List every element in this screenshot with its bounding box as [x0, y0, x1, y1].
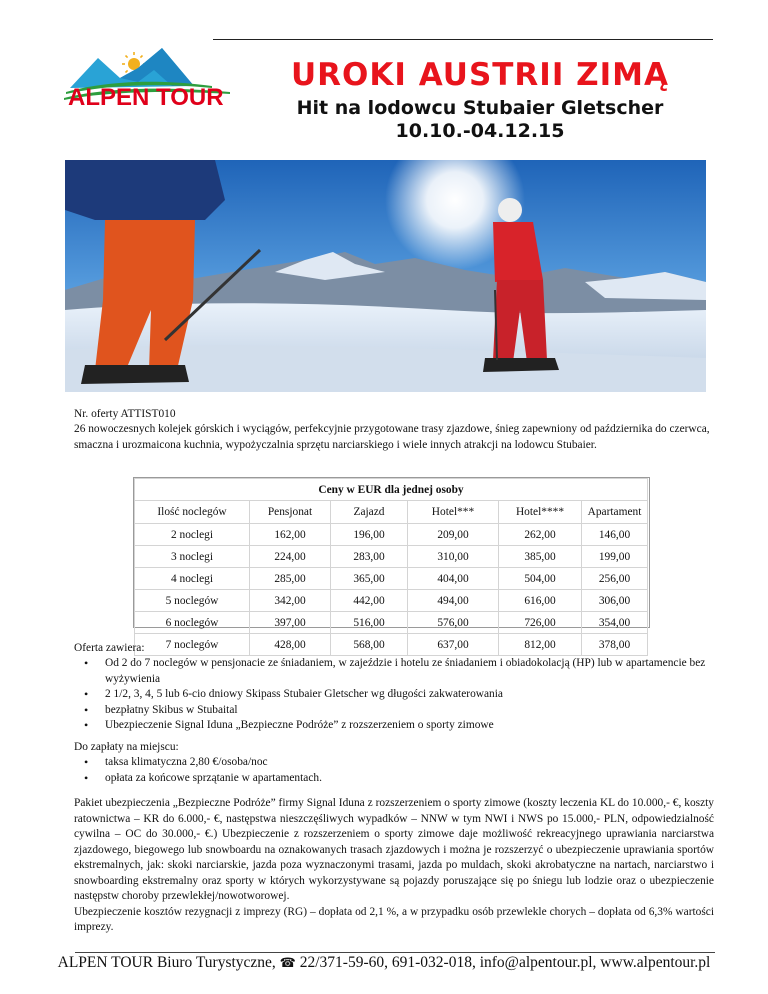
page-title: UROKI AUSTRII ZIMĄ: [290, 57, 669, 93]
insurance-paragraph: Ubezpieczenie kosztów rezygnacji z imprezy (RG) – dopłata od 2,1 %, a w przypadku osób przewlekle chorych – dopłata od 6,3% wartości imprezy.: [74, 905, 714, 933]
table-cell: 6 noclegów: [135, 612, 250, 634]
table-cell: 5 noclegów: [135, 590, 250, 612]
offer-number: Nr. oferty ATTIST010: [74, 408, 176, 420]
table-row: [135, 524, 648, 546]
table-cell: 146,00: [582, 524, 648, 546]
table-cell: 568,00: [331, 634, 408, 656]
includes-list: [81, 656, 721, 734]
skiers-photo: [65, 160, 706, 392]
table-row: [135, 546, 648, 568]
table-header-cell: Hotel***: [408, 501, 499, 524]
table-row: [135, 612, 648, 634]
price-table-caption: Ceny w EUR dla jednej osoby: [135, 479, 648, 501]
table-cell: 224,00: [250, 546, 331, 568]
footer-company: ALPEN TOUR Biuro Turystyczne,: [57, 954, 276, 971]
list-item: • Ubezpieczenie Signal Iduna „Bezpieczne Podróże” z rozszerzeniem o sporty zimowe: [81, 718, 721, 734]
footer-rule: [75, 952, 715, 953]
table-cell: 404,00: [408, 568, 499, 590]
table-cell: 2 noclegi: [135, 524, 250, 546]
table-cell: 3 noclegi: [135, 546, 250, 568]
table-header-cell: Apartament: [582, 501, 648, 524]
offer-dates: 10.10.-04.12.15: [395, 120, 565, 142]
table-cell: 306,00: [582, 590, 648, 612]
includes-title: Oferta zawiera:: [74, 642, 145, 654]
list-item: • Od 2 do 7 noclegów w pensjonacie ze śniadaniem, w zajeździe i hotelu ze śniadaniem i obiadokolacją (HP) lub w apartamencie bez wyżywienia: [81, 656, 721, 687]
table-header-row: [135, 501, 648, 524]
table-cell: 262,00: [499, 524, 582, 546]
table-cell: 7 noclegów: [135, 634, 250, 656]
table-cell: 162,00: [250, 524, 331, 546]
table-header-cell: Zajazd: [331, 501, 408, 524]
table-cell: 283,00: [331, 546, 408, 568]
table-cell: 637,00: [408, 634, 499, 656]
table-header-cell: Ilość noclegów: [135, 501, 250, 524]
price-table: [134, 478, 648, 656]
table-cell: 365,00: [331, 568, 408, 590]
table-cell: 310,00: [408, 546, 499, 568]
table-row: [135, 634, 648, 656]
payment-list: [81, 755, 681, 786]
table-cell: 256,00: [582, 568, 648, 590]
insurance-paragraph: Pakiet ubezpieczenia „Bezpieczne Podróże” firmy Signal Iduna z rozszerzeniem o sporty zimowe (koszty leczenia KL do 10.000,- €, koszty ratownictwa – KR do 6.000,- €, następstwa nieszczęśliwych wypadków – NNW w tym NWI i NWS po 15.000,- PLN, odpowiedzialność cywilna – OC do 30.000,- €.) Ubezpieczenie z rozszerzeniem o sporty zimowe daje możliwość rekreacyjnego uprawiania narciarstwa zjazdowego, biegowego lub snowboardu na oznakowanych trasach zjazdowych i można je rozszerzyć o ubezpieczenie uprawiania sportów ekstremalnych, jak: skoki narciarskie, jazda poza wyznaczonymi trasami, jazda po muldach, skoki akrobatyczne na nartach, narciarstwo i snowboarding ekstremalny oraz sporty w których wykorzystywane są pojazdy poruszające się po śniegu lub lodzie oraz o ubezpieczenie następstw choroby przewlekłej/nowotworowej.: [74, 797, 714, 902]
footer: [0, 954, 768, 972]
table-cell: 385,00: [499, 546, 582, 568]
table-cell: 342,00: [250, 590, 331, 612]
table-header-cell: Hotel****: [499, 501, 582, 524]
list-item: • bezpłatny Skibus w Stubaital: [81, 703, 721, 719]
table-cell: 494,00: [408, 590, 499, 612]
table-cell: 196,00: [331, 524, 408, 546]
table-cell: 576,00: [408, 612, 499, 634]
table-cell: 516,00: [331, 612, 408, 634]
table-cell: 812,00: [499, 634, 582, 656]
table-cell: 378,00: [582, 634, 648, 656]
table-cell: 726,00: [499, 612, 582, 634]
offer-description: 26 nowoczesnych kolejek górskich i wyciągów, perfekcyjnie przygotowane trasy zjazdowe, śnieg zapewniony od października do czerwca, smaczna i urozmaicona kuchnia, wypożyczalnia sprzętu narciarskiego i wiele innych atrakcji na lodowcu Stubaier.: [74, 423, 710, 451]
table-cell: 397,00: [250, 612, 331, 634]
table-cell: 442,00: [331, 590, 408, 612]
phone-icon: ☎: [279, 956, 296, 971]
table-header-cell: Pensjonat: [250, 501, 331, 524]
table-cell: 209,00: [408, 524, 499, 546]
table-cell: 354,00: [582, 612, 648, 634]
table-row: [135, 590, 648, 612]
table-cell: 285,00: [250, 568, 331, 590]
insurance-info: [74, 796, 714, 936]
list-item: • 2 1/2, 3, 4, 5 lub 6-cio dniowy Skipass Stubaier Gletscher wg długości zakwaterowania: [81, 687, 721, 703]
footer-contact: 22/371-59-60, 691-032-018, info@alpentour.pl, www.alpentour.pl: [299, 954, 711, 971]
logo-text: ALPEN TOUR: [68, 84, 224, 111]
page-subtitle: Hit na lodowcu Stubaier Gletscher: [296, 97, 664, 119]
table-cell: 616,00: [499, 590, 582, 612]
table-row: [135, 568, 648, 590]
top-rule: [213, 39, 713, 40]
list-item: • taksa klimatyczna 2,80 €/osoba/noc: [81, 755, 681, 771]
table-cell: 4 noclegi: [135, 568, 250, 590]
table-cell: 428,00: [250, 634, 331, 656]
list-item: • opłata za końcowe sprzątanie w apartamentach.: [81, 771, 681, 787]
table-cell: 199,00: [582, 546, 648, 568]
table-cell: 504,00: [499, 568, 582, 590]
payment-title: Do zapłaty na miejscu:: [74, 741, 179, 753]
